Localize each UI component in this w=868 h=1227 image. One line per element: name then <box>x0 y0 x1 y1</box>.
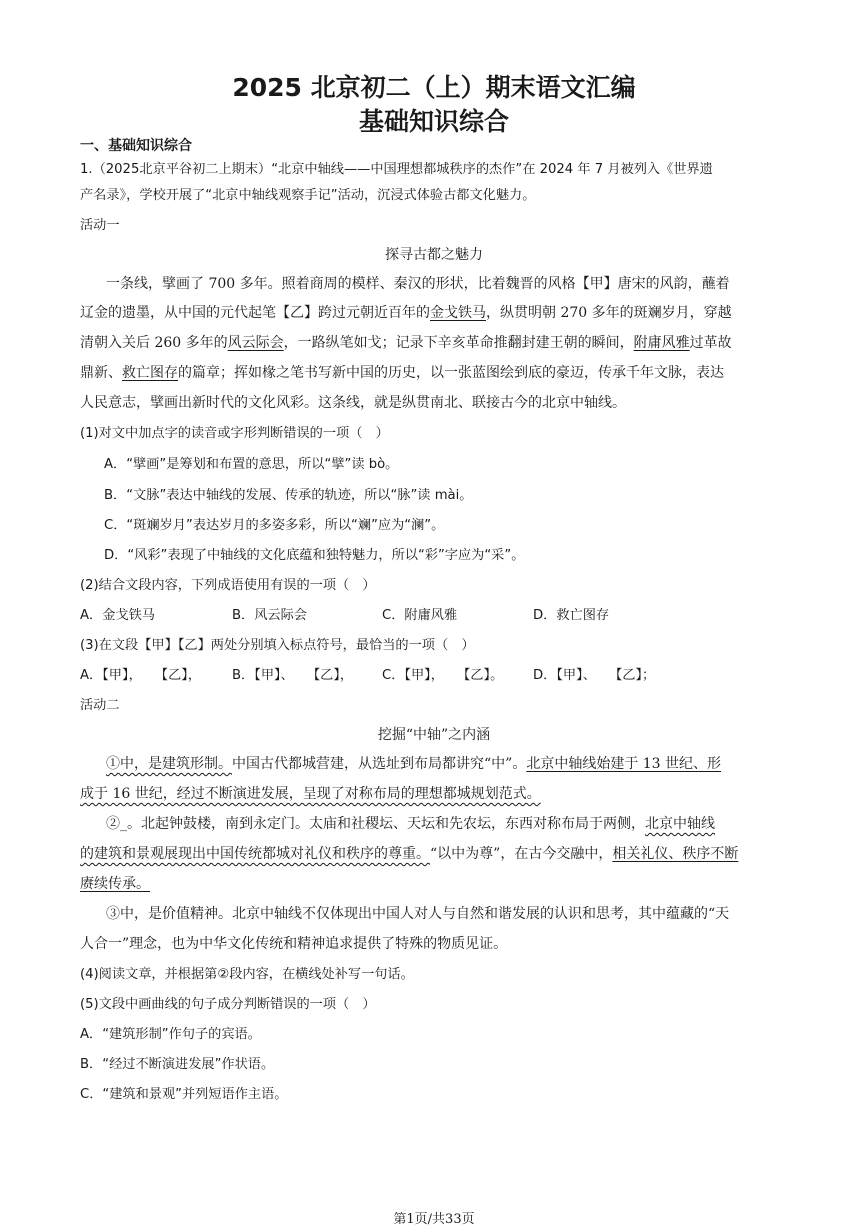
wavy-sentence-2: 成于 16 世纪，经过不断演进发展，呈现了对称布局的理想都城规划范式。 <box>80 786 541 802</box>
sub-question-2-option-c: C．附庸风雅 <box>382 608 458 623</box>
sub-question-1-option-b: B．“文脉”表达中轴线的发展、传承的轨迹，所以“脉”读 mài。 <box>104 488 473 503</box>
passage2-para2-line-3 <box>80 873 150 893</box>
idiom-fuyongfengya: 附庸风雅 <box>633 335 690 351</box>
question-intro-line-2: 产名录》，学校开展了“北京中轴线观察手记”活动，沉浸式体验古都文化魅力。 <box>80 188 536 203</box>
passage1-line-4: 鼎新、救亡图存的篇章；挥如椽之笔书写新中国的历史，以一张蓝图绘到底的豪迈，传承千年文脉，表达 <box>80 365 724 381</box>
sub-question-2-option-b: B．风云际会 <box>232 608 307 623</box>
section-heading: 一、基础知识综合 <box>80 138 192 154</box>
sub-question-3-stem: (3)在文段【甲】【乙】两处分别填入标点符号，最恰当的一项（ ） <box>80 638 475 653</box>
sub-question-1-option-a: A．“擘画”是筹划和布置的意思，所以“擘”读 bò。 <box>104 457 399 472</box>
sub-question-5-stem: (5)文段中画曲线的句子成分判断错误的一项（ ） <box>80 997 376 1012</box>
activity-one-label: 活动一 <box>80 218 120 233</box>
straight-underline-sentence-2-end: 赓续传承。 <box>80 876 150 892</box>
straight-underline-sentence-2: 相关礼仪、秩序不断 <box>612 846 739 862</box>
sub-question-2-option-d: D．救亡图存 <box>533 608 610 623</box>
sub-question-3-option-d: D．【甲】、 【乙】； <box>533 668 656 683</box>
sub-question-5-option-b: B．“经过不断演进发展”作状语。 <box>80 1057 275 1072</box>
sub-question-4-stem: (4)阅读文章，并根据第②段内容，在横线处补写一句话。 <box>80 967 414 982</box>
activity-one-heading: 探寻古都之魅力 <box>385 247 483 263</box>
document-subtitle: 基础知识综合 <box>358 107 509 136</box>
wavy-sentence-3-start: 北京中轴线 <box>645 816 715 832</box>
passage2-para3-line-1: ③中，是价值精神。北京中轴线不仅体现出中国人对人与自然和谐发展的认识和思考，其中蕴藏的“天 <box>106 906 730 922</box>
sub-question-3-option-b: B．【甲】、 【乙】， <box>232 668 354 683</box>
sub-question-3-option-c: C．【甲】， 【乙】。 <box>382 668 504 683</box>
passage2-para3-line-2: 人合一”理念，也为中华文化传统和精神追求提供了特殊的物质见证。 <box>80 936 508 952</box>
sub-question-5-option-a: A．“建筑形制”作句子的宾语。 <box>80 1027 261 1042</box>
wavy-sentence-1: ①中，是建筑形制。 <box>106 756 232 772</box>
sub-question-1-option-d: D．“风彩”表现了中轴线的文化底蕴和独特魅力，所以“彩”字应为“采”。 <box>104 548 525 563</box>
wavy-sentence-3-end: 的建筑和景观展现出中国传统都城对礼仪和秩序的尊重。 <box>80 846 430 862</box>
passage1-line-2: 辽金的遗墨，从中国的元代起笔【乙】跨过元朝近百年的金戈铁马，纵贯明朝 270 多年的斑斓岁月，穿越 <box>80 305 732 321</box>
document-title: 2025 北京初二（上）期末语文汇编 <box>232 73 636 102</box>
activity-two-heading: 挖掘“中轴”之内涵 <box>377 727 491 743</box>
sub-question-2-option-a: A．金戈铁马 <box>80 608 155 623</box>
passage2-para2-line-2: 的建筑和景观展现出中国传统都城对礼仪和秩序的尊重。“以中为尊”，在古今交融中，相关礼仪、秩序不断 <box>80 846 739 862</box>
passage2-para2-line-1: ②_。北起钟鼓楼，南到永定门。太庙和社稷坛、天坛和先农坛，东西对称布局于两侧，北京中轴线 <box>106 816 715 832</box>
idiom-jiuwangtucun: 救亡图存 <box>122 365 178 381</box>
sub-question-1-option-c: C．“斑斓岁月”表达岁月的多姿多彩，所以“斓”应为“澜”。 <box>104 518 445 533</box>
question-intro-line-1: 1.（2025北京平谷初二上期末）“北京中轴线——中国理想都城秩序的杰作”在 2024 年 7 月被列入《世界遗 <box>80 162 713 177</box>
page-number: 第1页/共33页 <box>393 1212 475 1227</box>
sub-question-3-option-a: A．【甲】， 【乙】， <box>80 668 202 683</box>
idiom-jingetiema: 金戈铁马 <box>430 305 486 321</box>
passage2-para1-line-1: ①中，是建筑形制。中国古代都城营建，从选址到布局都讲究“中”。北京中轴线始建于 13 世纪、形 <box>106 756 722 772</box>
passage1-line-5: 人民意志，擘画出新时代的文化风彩。这条线，就是纵贯南北、联接古今的北京中轴线。 <box>80 395 626 411</box>
passage1-line-3: 清朝入关后 260 多年的风云际会，一路纵笔如戈；记录下辛亥革命推翻封建王朝的瞬间，附庸风雅过革故 <box>80 335 732 351</box>
sub-question-5-option-c: C．“建筑和景观”并列短语作主语。 <box>80 1087 288 1102</box>
idiom-fengyunjihui: 风云际会 <box>227 335 284 351</box>
sub-question-2-stem: (2)结合文段内容，下列成语使用有误的一项（ ） <box>80 578 376 593</box>
passage1-line-1: 一条线，擘画了 700 多年。照着商周的模样、秦汉的形状，比着魏晋的风格【甲】唐宋的风韵，蘸着 <box>106 276 730 292</box>
passage2-para1-line-2 <box>80 783 541 803</box>
sub-question-1-stem: (1)对文中加点字的读音或字形判断错误的一项（ ） <box>80 426 389 441</box>
straight-underline-sentence-1: 北京中轴线始建于 13 世纪、形 <box>526 756 722 772</box>
activity-two-label: 活动二 <box>80 698 120 713</box>
